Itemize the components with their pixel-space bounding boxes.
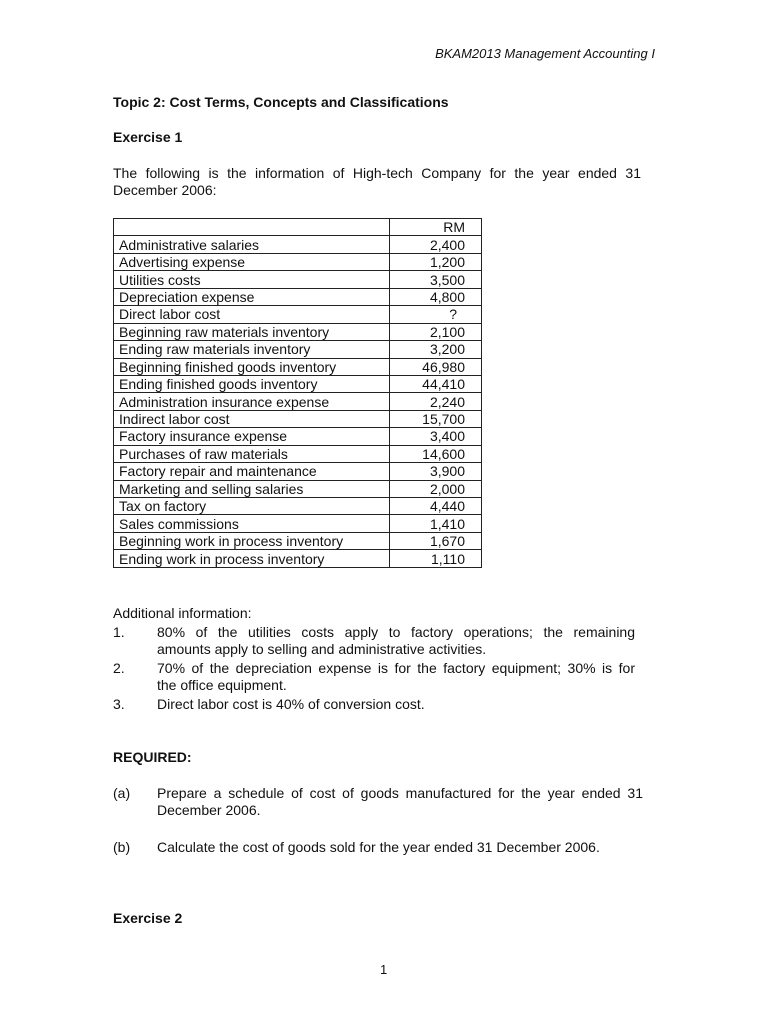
table-row: [114, 253, 482, 270]
additional-item: [157, 624, 635, 658]
additional-item-number: 3.: [113, 696, 125, 712]
required-title: REQUIRED:: [113, 749, 192, 765]
table-row: [114, 393, 482, 410]
row-label: Ending work in process inventory: [114, 550, 390, 567]
topic-title: Topic 2: Cost Terms, Concepts and Classifications: [113, 94, 449, 110]
additional-item: [157, 696, 635, 713]
row-value: 3,500: [390, 271, 482, 288]
row-label: Ending raw materials inventory: [114, 341, 390, 358]
table-row: [114, 428, 482, 445]
row-label: Factory insurance expense: [114, 428, 390, 445]
running-header: BKAM2013 Management Accounting I: [435, 46, 655, 61]
required-item-number: (b): [113, 839, 131, 855]
row-value: 15,700: [390, 410, 482, 427]
row-value: 2,240: [390, 393, 482, 410]
row-value: 4,440: [390, 498, 482, 515]
additional-item-line: Direct labor cost is 40% of conversion cost.: [157, 696, 425, 712]
table-row: [114, 463, 482, 480]
table-row: [114, 410, 482, 427]
row-value: 3,400: [390, 428, 482, 445]
table-row: [114, 515, 482, 532]
row-label: Beginning work in process inventory: [114, 532, 390, 549]
intro-line-2: December 2006:: [113, 182, 217, 198]
additional-item: [157, 660, 635, 694]
required-item: [157, 839, 643, 856]
additional-item-line: amounts apply to selling and administrative activities.: [157, 641, 487, 657]
table-row: [114, 323, 482, 340]
required-item-line: Prepare a schedule of cost of goods manufactured for the year ended 31: [157, 785, 643, 801]
row-label: Sales commissions: [114, 515, 390, 532]
additional-item-number: 1.: [113, 624, 125, 640]
table-row: [114, 498, 482, 515]
intro-paragraph: [113, 165, 641, 199]
row-label: Administrative salaries: [114, 236, 390, 253]
additional-item-line: the office equipment.: [157, 677, 287, 693]
row-label: Administration insurance expense: [114, 393, 390, 410]
row-label: Ending finished goods inventory: [114, 375, 390, 392]
exercise-2-title: Exercise 2: [113, 910, 183, 926]
cost-data-table: [113, 218, 482, 568]
intro-line-1: The following is the information of High-tech Company for the year ended 31: [113, 165, 641, 181]
row-label: Utilities costs: [114, 271, 390, 288]
required-item-line: December 2006.: [157, 802, 261, 818]
row-label: Marketing and selling salaries: [114, 480, 390, 497]
additional-item-line: 70% of the depreciation expense is for the factory equipment; 30% is for: [157, 660, 635, 676]
row-label: Tax on factory: [114, 498, 390, 515]
additional-item-number: 2.: [113, 660, 125, 676]
row-value: 4,800: [390, 288, 482, 305]
row-value: 46,980: [390, 358, 482, 375]
required-item-line: Calculate the cost of goods sold for the year ended 31 December 2006.: [157, 839, 600, 855]
row-value: 3,200: [390, 341, 482, 358]
row-value: 1,670: [390, 532, 482, 549]
row-value: 2,400: [390, 236, 482, 253]
table-header-label: [114, 219, 390, 236]
row-label: Indirect labor cost: [114, 410, 390, 427]
row-value: 14,600: [390, 445, 482, 462]
table-row: [114, 532, 482, 549]
row-label: Depreciation expense: [114, 288, 390, 305]
table-row: [114, 341, 482, 358]
row-value: 3,900: [390, 463, 482, 480]
row-label: Advertising expense: [114, 253, 390, 270]
row-label: Beginning finished goods inventory: [114, 358, 390, 375]
table-row: [114, 358, 482, 375]
row-value: 1,110: [390, 550, 482, 567]
table-row: [114, 306, 482, 323]
table-header-row: [114, 219, 482, 236]
required-item-number: (a): [113, 785, 131, 801]
table-row: [114, 375, 482, 392]
page-number: 1: [380, 962, 388, 977]
row-label: Factory repair and maintenance: [114, 463, 390, 480]
table-row: [114, 445, 482, 462]
table-row: [114, 288, 482, 305]
row-label: Purchases of raw materials: [114, 445, 390, 462]
row-value: 44,410: [390, 375, 482, 392]
row-label: Direct labor cost: [114, 306, 390, 323]
table-row: [114, 236, 482, 253]
table-row: [114, 271, 482, 288]
required-item: [157, 785, 643, 819]
row-value: 1,410: [390, 515, 482, 532]
row-value: 2,100: [390, 323, 482, 340]
row-value: 1,200: [390, 253, 482, 270]
row-value: 2,000: [390, 480, 482, 497]
exercise-1-title: Exercise 1: [113, 129, 183, 145]
additional-item-line: 80% of the utilities costs apply to factory operations; the remaining: [157, 624, 635, 640]
row-value: ?: [390, 306, 482, 323]
currency-header: RM: [390, 219, 482, 236]
table-row: [114, 480, 482, 497]
additional-info-title: Additional information:: [113, 605, 252, 621]
row-label: Beginning raw materials inventory: [114, 323, 390, 340]
table-row: [114, 550, 482, 567]
